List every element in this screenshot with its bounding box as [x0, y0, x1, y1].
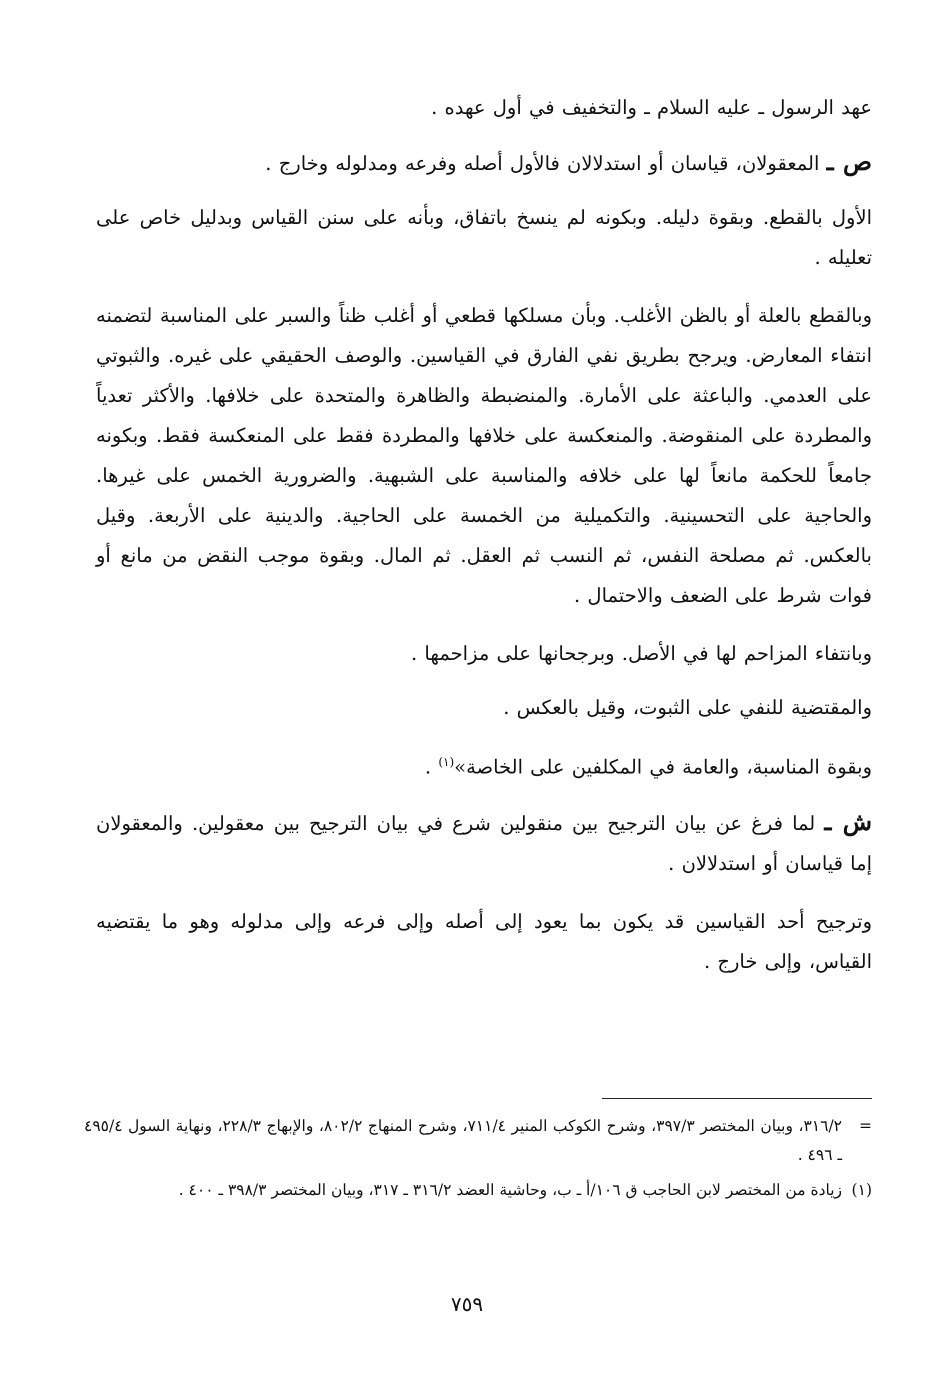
paragraph-text: المعقولان، قياسان أو استدلالان فالأول أصله وفرعه ومدلوله وخارج . — [265, 152, 820, 175]
paragraph-text: وبانتفاء المزاحم لها في الأصل. وبرجحانها على مزاحمها . — [411, 642, 872, 665]
paragraph-matn — [96, 634, 872, 674]
paragraph-continuation — [96, 88, 872, 128]
paragraph-text: وبالقطع بالعلة أو بالظن الأغلب. وبأن مسلكها قطعي أو أغلب ظناً والسبر على المناسبة لتضمنه انتفاء المعارض. ويرجح بطريق نفي الفارق في القياسين. والوصف الحقيقي على غيره. والثبوتي على العدمي. والباعثة على الأمارة. والمنضبطة والظاهرة والمتحدة على خلافها. والأكثر تعدياً والمطردة على المنقوضة. والمنعكسة على خلافها والمطردة فقط على المنعكسة فقط. وبكونه جامعاً للحكمة مانعاً لها على خلافه والمناسبة على الشبهية. والضرورية الخمس على غيرها. والحاجية على التحسينية. والتكميلية من الخمسة على الحاجية. والدينية على الأربعة. وقيل بالعكس. ثم مصلحة النفس، ثم النسب ثم العقل. ثم المال. وبقوة موجب النقض من مانع أو فوات شرط على الضعف والاحتمال . — [96, 304, 872, 607]
page-number: ٧٥٩ — [450, 1292, 484, 1316]
main-text — [96, 88, 872, 1000]
footnote-mark: (١) — [851, 1181, 872, 1199]
paragraph-text: وبقوة المناسبة، والعامة في المكلفين على الخاصة» — [454, 755, 872, 779]
paragraph-sharh — [96, 802, 872, 884]
footnote-mark: = — [859, 1117, 872, 1135]
footnote-text: زيادة من المختصر لابن الحاجب ق ١٠٦/أ ـ ب، وحاشية العضد ٣١٦/٢ ـ ٣١٧، وبيان المختصر ٣٩٨/٣ ـ ٤٠٠ . — [178, 1181, 842, 1199]
paragraph-matn — [96, 198, 872, 278]
shin-marker: ش ـ — [824, 806, 873, 836]
footnote-reference[interactable]: (١) — [438, 755, 455, 769]
paragraph-matn — [96, 688, 872, 728]
paragraph-sharh — [96, 902, 872, 982]
paragraph-text: وترجيح أحد القياسين قد يكون بما يعود إلى أصله وإلى فرعه وإلى مدلوله وهو ما يقتضيه القياس، وإلى خارج . — [96, 909, 872, 973]
paragraph-matn — [96, 296, 872, 616]
footnote-divider — [602, 1098, 872, 1099]
paragraph-tail: . — [424, 755, 439, 779]
paragraph-text: والمقتضية للنفي على الثبوت، وقيل بالعكس . — [503, 696, 872, 719]
footnote-list — [84, 1112, 872, 1211]
paragraph-text: عهد الرسول ـ عليه السلام ـ والتخفيف في أول عهده . — [431, 96, 872, 119]
paragraph-matn — [96, 742, 872, 788]
footnote — [84, 1112, 872, 1170]
paragraph-text: الأول بالقطع. وبقوة دليله. وبكونه لم ينسخ باتفاق، وبأنه على سنن القياس وبدليل خاص على تعليله . — [96, 206, 872, 269]
paragraph-matn — [96, 142, 872, 184]
footnote-text: ٣١٦/٢، وبيان المختصر ٣٩٧/٣، وشرح الكوكب المنير ٧١١/٤، وشرح المنهاج ٨٠٢/٢، والإبهاج ٢٢٨/٣، ونهاية السول ٤٩٥/٤ ـ ٤٩٦ . — [84, 1117, 842, 1164]
paragraph-text: لما فرغ عن بيان الترجيح بين منقولين شرع في بيان الترجيح بين معقولين. والمعقولان إما قياسان أو استدلالان . — [96, 811, 872, 875]
sad-marker: ص ـ — [826, 147, 872, 176]
footnote — [84, 1176, 872, 1205]
